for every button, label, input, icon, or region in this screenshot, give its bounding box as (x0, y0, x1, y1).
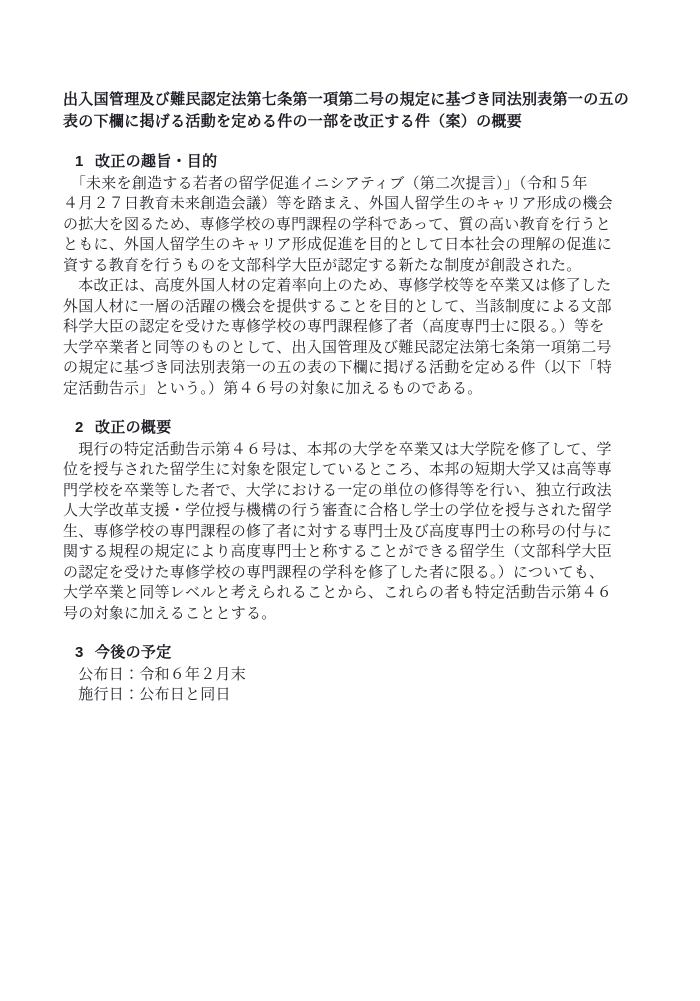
section-number: 3 (75, 644, 84, 661)
paragraph-line: ４月２７日教育未来創造会議）等を踏まえ、外国人留学生のキャリア形成の機会 (63, 194, 613, 212)
section-heading (63, 152, 653, 173)
section (63, 418, 653, 623)
paragraph-line: 生、専修学校の専門課程の修了者に対する専門士及び高度専門士の称号の付与に (63, 521, 613, 540)
paragraph (63, 439, 653, 624)
paragraph (63, 275, 653, 398)
section-number: 1 (75, 153, 84, 170)
section-heading (63, 643, 653, 664)
paragraph-line: の認定を受けた専修学校の専門課程の学科を修了した者に限る。）についても、 (63, 562, 605, 581)
paragraph-line: 「未来を創造する若者の留学促進イニシアティブ（第二次提言）」（令和５年 (63, 173, 588, 192)
section (63, 643, 653, 705)
paragraph-line: 大学卒業と同等レベルと考えられることから、これらの者も特定活動告示第４６ (63, 583, 613, 601)
paragraph-line: 現行の特定活動告示第４６号は、本邦の大学を卒業又は大学院を修了して、学 (63, 439, 612, 458)
section (63, 152, 653, 398)
document-title-line: 表の下欄に掲げる活動を定める件の一部を改正する件（案）の概要 (63, 112, 523, 130)
paragraph-line: の拡大を図るため、専修学校の専門課程の学科であって、質の高い教育を行うと (63, 214, 611, 233)
paragraph-line: 位を授与された留学生に対象を限定しているところ、本邦の短期大学又は高等専 (63, 460, 613, 478)
paragraph-line: 号の対象に加えることとする。 (63, 603, 277, 622)
paragraph-line: 門学校を卒業等した者で、大学における一定の単位の修得等を行い、独立行政法 (63, 480, 612, 499)
section-number: 2 (75, 419, 84, 436)
paragraph-line: 大学卒業者と同等のものとして、出入国管理及び難民認定法第七条第一項第二号 (63, 337, 612, 356)
paragraph-line: 資する教育を行うものを文部科学大臣が認定する新たな制度が創設された。 (63, 255, 582, 274)
document-sections (63, 152, 653, 705)
paragraph (63, 173, 653, 276)
paragraph-line: ともに、外国人留学生のキャリア形成促進を目的として日本社会の理解の促進に (63, 235, 613, 253)
paragraph-line: 外国人材に一層の活躍の機会を提供することを目的として、当該制度による文部 (63, 296, 612, 315)
section-heading-label: 改正の概要 (95, 419, 172, 436)
paragraph-line: 本改正は、高度外国人材の定着率向上のため、専修学校等を卒業又は修了した (63, 276, 612, 294)
paragraph (63, 664, 653, 705)
document-title (63, 89, 653, 132)
section-heading (63, 418, 653, 439)
paragraph-line: 施行日：公布日と同日 (63, 685, 231, 703)
paragraph-line: 人大学改革支援・学位授与機構の行う審査に合格し学士の学位を授与された留学 (63, 501, 613, 519)
document-title-line: 出入国管理及び難民認定法第七条第一項第二号の規定に基づき同法別表第一の五の (63, 91, 630, 108)
section-heading-label: 改正の趣旨・目的 (95, 153, 218, 170)
paragraph-line: 定活動告示」という。）第４６号の対象に加えるものである。 (63, 378, 483, 397)
section-heading-label: 今後の予定 (95, 644, 172, 661)
paragraph-line: の規定に基づき同法別表第一の五の表の下欄に掲げる活動を定める件（以下「特 (63, 358, 613, 376)
paragraph-line: 関する規程の規定により高度専門士と称することができる留学生（文部科学大臣 (63, 542, 613, 560)
paragraph-line: 科学大臣の認定を受けた専修学校の専門課程修了者（高度専門士に限る。）等を (63, 317, 605, 335)
paragraph-line: 公布日：令和６年２月末 (63, 664, 247, 683)
